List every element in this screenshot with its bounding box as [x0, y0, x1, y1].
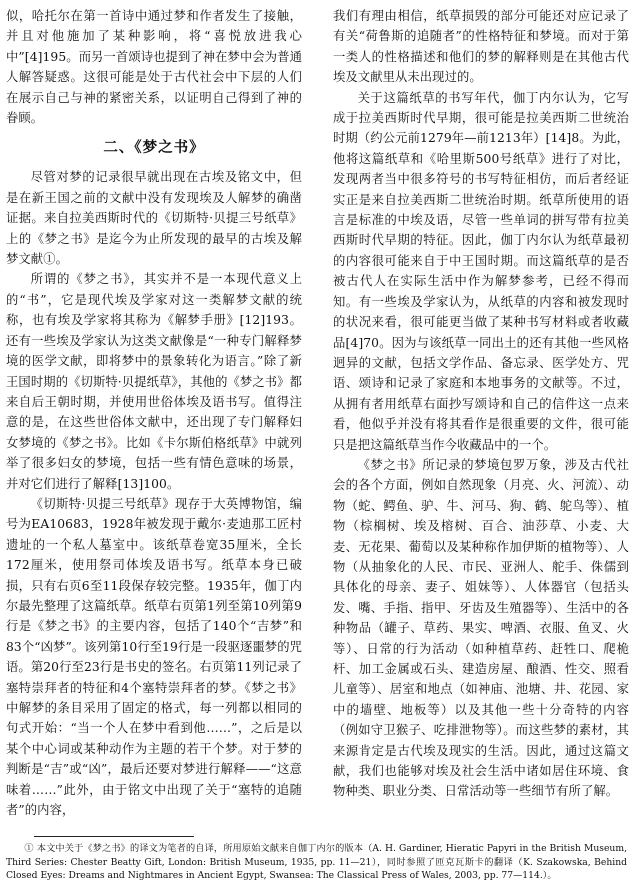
right-column: [333, 6, 629, 802]
paragraph-left-3: 所谓的《梦之书》，其实并不是一本现代意义上的“书”，它是现代埃及学家对这一类解梦文献的统称，也有埃及学家将其称为《解梦手册》[12]193。还有一些埃及学家认为这类文献像是“一种专门解释梦境的医学文献，即将梦中的景象转化为语言。”除了新王国时期的《切斯特·贝提纸草》，其他的《梦之书》都来自后王朝时期，并使用世俗体埃及语书写。值得注意的是，在这些世俗体文献中，还出现了专门解释妇女梦境的《梦之书》。比如《卡尔斯伯格纸草》中就列举了很多妇女的梦境，包括一些有情色意味的场景，并对它们进行了解释[13]100。: [6, 272, 302, 491]
paragraph-left-2: 尽管对梦的记录很早就出现在古埃及铭文中，但是在新王国之前的文献中没有发现埃及人解梦的确凿证据。来自拉美西斯时代的《切斯特·贝提三号纸草》上的《梦之书》是迄今为止所发现的最早的古埃及解梦文献①。: [6, 170, 302, 267]
left-column: [6, 6, 302, 820]
paragraph-left-4: 《切斯特·贝提三号纸草》现存于大英博物馆，编号为EA10683，1928年被发现于戴尔·麦迪那工匠村遗址的一个私人墓室中。该纸草卷宽35厘米，全长172厘米，使用祭司体埃及语书写。纸草本身已破损，只有右页6至11段保存较完整。1935年，伽丁内尔最先整理了这篇纸草。纸草右页第1列至第10列第9行是《梦之书》的主要内容，包括了140个“吉梦”和83个“凶梦”。该列第10行至19行是一段驱逐噩梦的咒语。第20行至23行是书史的签名。右页第11列记录了塞特崇拜者的特征和4个塞特崇拜者的梦。《梦之书》中解梦的条目采用了固定的格式，每一列都以相同的句式开始：“当一个人在梦中看到他……”，之后是以某个中心词或某种动作为主题的若干个梦。对于梦的判断是“吉”或“凶”，最后还要对梦进行解释——“这意味着……”此外，由于铭文中出现了关于“塞特的追随者”的内容，: [6, 496, 302, 818]
paragraph-right-3: 《梦之书》所记录的梦境包罗万象，涉及古代社会的各个方面，例如自然现象（月亮、火、河流）、动物（蛇、鳄鱼、驴、牛、河马、狗、鹤、鸵鸟等）、植物（棕榈树、埃及榕树、百合、油莎草、小麦、大麦、无花果、葡萄以及某种称作加伊斯的植物等）、人物（从抽象化的人民、市民、亚洲人、舵手、侏儒到具体化的母亲、妻子、姐妹等）、人体器官（包括头发、嘴、手指、指甲、牙齿及生殖器等）、生活中的各种物品（罐子、草药、果实、啤酒、衣服、鱼叉、火等）、日常的行为活动（如种植草药、赶牲口、爬桅杆、加工金属或石头、建造房屋、酿酒、性交、照看儿童等）、居室和地点（如神庙、池塘、井、花园、家中的墙壁、地板等）以及其他一些十分奇特的内容（例如守卫猴子、吃排泄物等）。而这些梦的素材，其来源肯定是古代埃及现实的生活。因此，通过这篇文献，我们也能够对埃及社会生活中诸如居住环境、食物种类、职业分类、日常活动等一些细节有所了解。: [333, 457, 629, 799]
section-heading: 二、《梦之书》: [103, 140, 205, 157]
paragraph-left-1: 似，哈托尔在第一首诗中通过梦和作者发生了接触，并且对他施加了某种影响，将“喜悦放进我心中”[4]195。而另一首颂诗也提到了神在梦中会为普通人解答疑惑。这很可能是处于古代社会中下层的人们在展示自己与神的紧密关系，以证明自己得到了神的眷顾。: [6, 9, 302, 126]
footnote: ① 本文中关于《梦之书》的译文为笔者的自译，所用原始文献来自伽丁内尔的版本（A. H. Gardiner, Hieratic Papyri in the British Museum, Third Series: Chester Beatty Gift, London: British Museum, 1935, pp. 11—21），同时参照了匝克瓦斯卡的翻译（K. Szakowska, Behind Closed Eyes: Dreams and Nightmares in Ancient Egypt, Swansea: The Classical Press of Wales, 2003, pp. 77—114.）。: [6, 843, 627, 881]
paragraph-right-1: 我们有理由相信，纸草损毁的部分可能还对应记录了有关“荷鲁斯的追随者”的性格特征和梦境。而对于第一类人的性格描述和他们的梦的解释则是在其他古代埃及文献里从未出现过的。: [333, 9, 629, 85]
footnote-divider: [34, 836, 194, 837]
paragraph-right-2: 关于这篇纸草的书写年代，伽丁内尔认为，它写成于拉美西斯时代早期，很可能是拉美西斯二世统治时期（约公元前1279年—前1213年）[14]8。为此，他将这篇纸草和《哈里斯500号纸草》进行了对比，发现两者当中很多符号的书写特征相仿，而后者经证实正是来自拉美西斯二世统治时期。纸草所使用的语言是标准的中埃及语，尽管一些单词的拼写带有拉美西斯时代早期的特征。因此，伽丁内尔认为纸草最初的内容很可能来自于中王国时期。而这篇纸草的是否被古代人在实际生活中作为解梦参考，已经不得而知。有一些埃及学家认为，从纸草的内容和被发现时的状况来看，很可能更当做了某种书写材料或者收藏品[4]70。因为与该纸草一同出土的还有其他一些风格迥异的文献，包括文学作品、备忘录、医学处方、咒语、颂诗和记录了家庭和本地事务的文献等。不过，从拥有者用纸草右面抄写颂诗和自己的信件这一点来看，他似乎并没有将其看作是很重要的文件，很可能只是把这篇纸草当作今收藏品中的一个。: [333, 90, 629, 452]
